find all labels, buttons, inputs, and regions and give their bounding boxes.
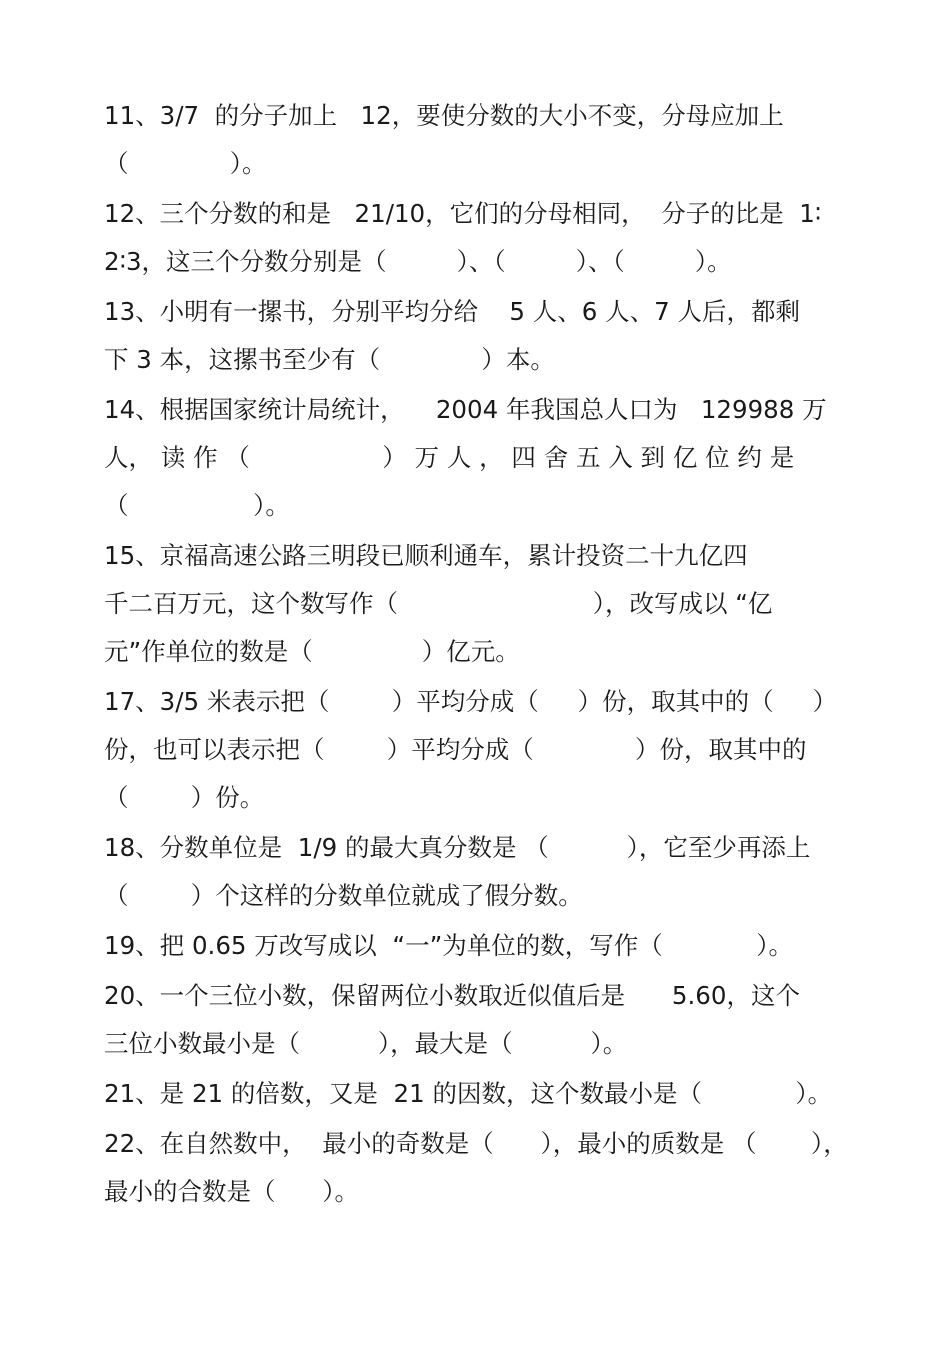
- question-12-line-2: 2∶3，这三个分数分别是（ ）、（ ）、（ ）。: [104, 247, 732, 276]
- question-20-line-2: 三位小数最小是（ ），最大是（ ）。: [104, 1029, 628, 1058]
- question-21: [104, 1070, 864, 1118]
- question-17-line-2: 份，也可以表示把（ ）平均分成（ ）份，取其中的: [104, 735, 807, 764]
- question-13-line-1: 13、小明有一摞书，分别平均分给 5 人、6 人、7 人后，都剩: [104, 297, 800, 326]
- question-21-line-1: 21、是 21 的倍数，又是 21 的因数，这个数最小是（ ）。: [104, 1079, 833, 1108]
- question-18-line-2: （ ）个这样的分数单位就成了假分数。: [104, 881, 583, 910]
- question-15: [104, 532, 864, 676]
- question-20-line-1: 20、一个三位小数，保留两位小数取近似值后是 5.60，这个: [104, 981, 800, 1010]
- question-14: [104, 386, 864, 530]
- question-14-line-1: 14、根据国家统计局统计， 2004 年我国总人口为 129988 万: [104, 395, 827, 424]
- question-12: [104, 190, 864, 286]
- question-17-line-1: 17、3/5 米表示把（ ）平均分成（ ）份，取其中的（ ）: [104, 687, 838, 716]
- question-11-line-1: 11、3/7 的分子加上 12，要使分数的大小不变，分母应加上: [104, 101, 784, 130]
- question-18: [104, 824, 864, 920]
- question-13: [104, 288, 864, 384]
- question-22-line-2: 最小的合数是（ ）。: [104, 1177, 359, 1206]
- question-15-line-3: 元”作单位的数是（ ）亿元。: [104, 637, 520, 666]
- question-17-line-3: （ ）份。: [104, 783, 265, 812]
- question-11: [104, 92, 864, 188]
- question-13-line-2: 下 3 本，这摞书至少有（ ）本。: [104, 345, 555, 374]
- question-11-line-2: （ ）。: [104, 149, 267, 178]
- question-12-line-1: 12、三个分数的和是 21/10，它们的分母相同， 分子的比是 1∶: [104, 199, 822, 228]
- worksheet-page: [104, 92, 864, 1216]
- question-20: [104, 972, 864, 1068]
- question-19-line-1: 19、把 0.65 万改写成以 “一”为单位的数，写作（ ）。: [104, 931, 793, 960]
- question-18-line-1: 18、分数单位是 1/9 的最大真分数是 （ ），它至少再添上: [104, 833, 811, 862]
- question-14-line-3: （ ）。: [104, 491, 290, 520]
- question-17: [104, 678, 864, 822]
- question-15-line-1: 15、京福高速公路三明段已顺利通车，累计投资二十九亿四: [104, 541, 748, 570]
- question-22: [104, 1120, 864, 1216]
- question-14-line-2: 人， 读 作 （ ） 万 人 ， 四 舍 五 入 到 亿 位 约 是: [104, 443, 795, 472]
- question-19: [104, 922, 864, 970]
- question-15-line-2: 千二百万元，这个数写作（ ），改写成以 “亿: [104, 589, 773, 618]
- question-22-line-1: 22、在自然数中， 最小的奇数是（ ），最小的质数是 （ ），: [104, 1129, 848, 1158]
